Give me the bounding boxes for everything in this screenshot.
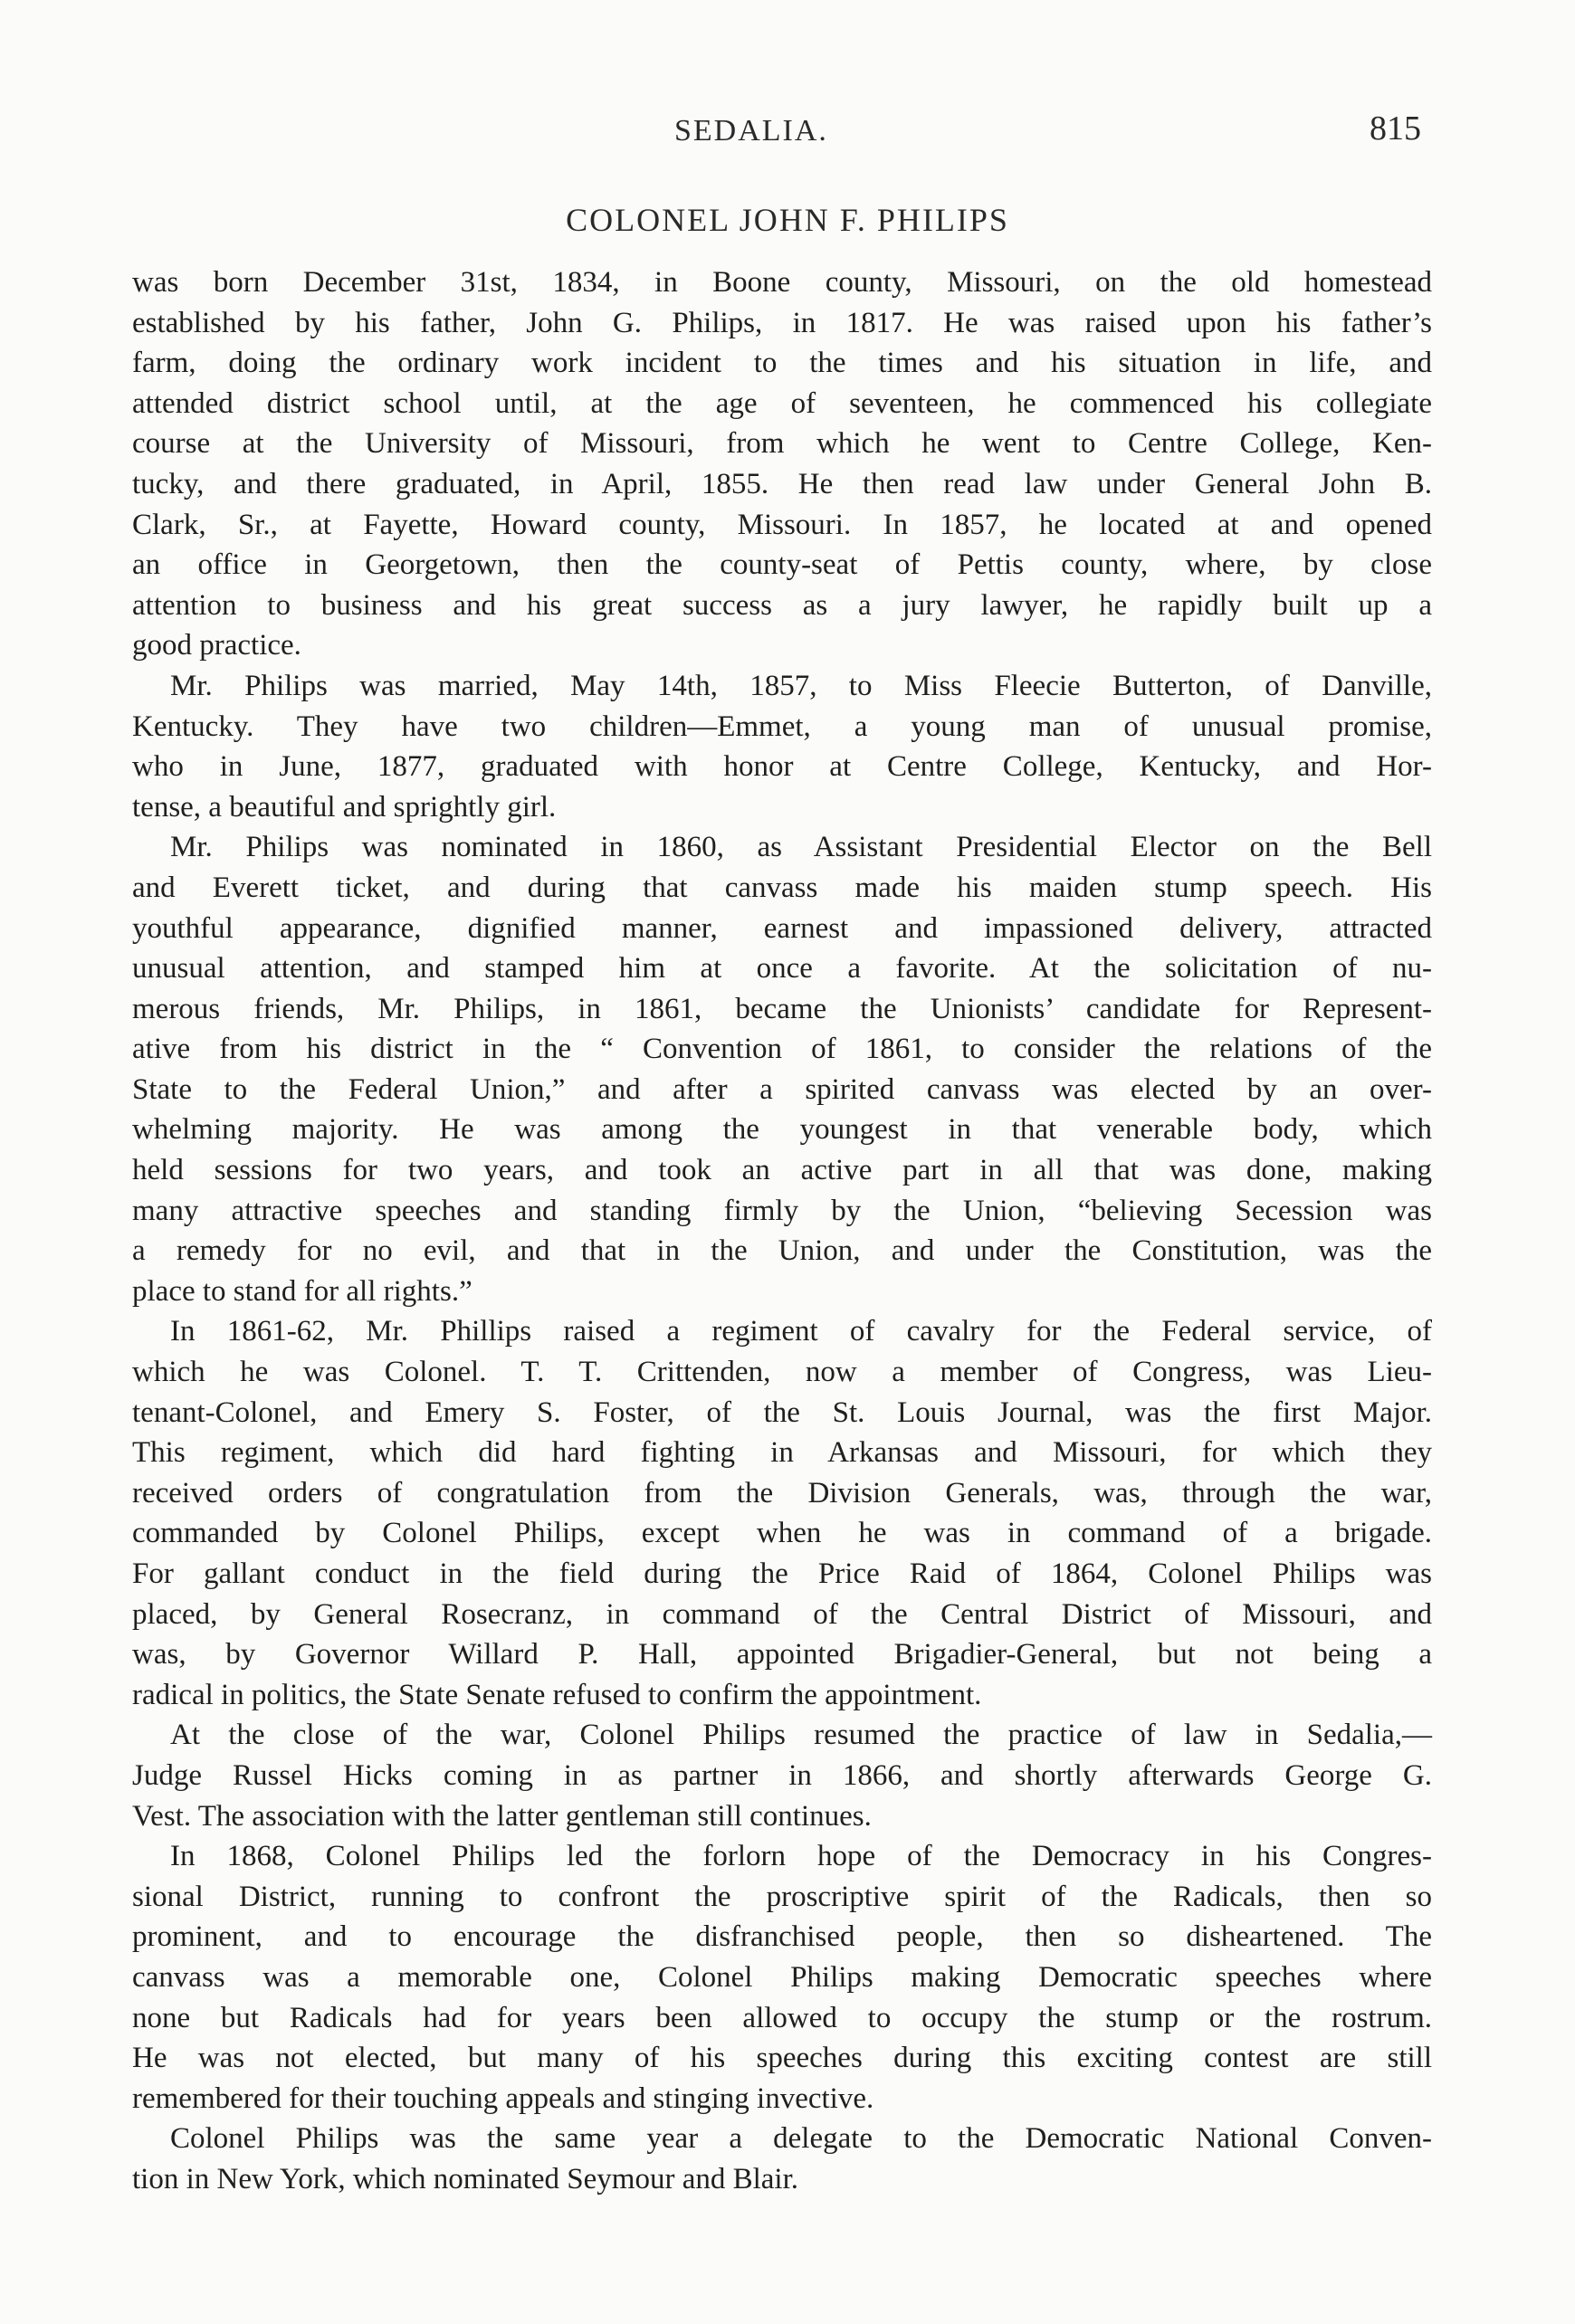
text-line: course at the University of Missouri, from which he went to Centre College, Ken-	[132, 427, 1432, 461]
text-line: which he was Colonel. T. T. Crittenden, now a member of Congress, was Lieu-	[132, 1356, 1432, 1389]
text-line: and Everett ticket, and during that canvass made his maiden stump speech. His	[132, 871, 1432, 904]
text-line: prominent, and to encourage the disfranchised people, then so disheartened. The	[132, 1920, 1432, 1954]
text-line: canvass was a memorable one, Colonel Philips making Democratic speeches where	[132, 1960, 1432, 1994]
running-title: SEDALIA.	[674, 114, 828, 148]
text-line: He was not elected, but many of his speeches during this exciting contest are still	[132, 2042, 1432, 2075]
text-line: Vest. The association with the latter gentleman still continues.	[132, 1799, 872, 1833]
text-line: remembered for their touching appeals and stinging invective.	[132, 2081, 874, 2115]
text-line: a remedy for no evil, and that in the Union, and under the Constitution, was the	[132, 1234, 1432, 1268]
text-line: received orders of congratulation from the Division Generals, was, through the war,	[132, 1476, 1432, 1510]
text-line: was born December 31st, 1834, in Boone county, Missouri, on the old homestead	[132, 266, 1432, 299]
text-line: Colonel Philips was the same year a delegate to the Democratic National Conven-	[170, 2122, 1432, 2156]
text-line: commanded by Colonel Philips, except when he was in command of a brigade.	[132, 1517, 1432, 1550]
text-line: Clark, Sr., at Fayette, Howard county, Missouri. In 1857, he located at and opened	[132, 508, 1432, 541]
text-line: good practice.	[132, 629, 301, 662]
text-line: farm, doing the ordinary work incident to the times and his situation in life, and	[132, 347, 1432, 380]
text-line: youthful appearance, dignified manner, earnest and impassioned delivery, attracted	[132, 911, 1432, 945]
text-line: unusual attention, and stamped him at once a favorite. At the solicitation of nu-	[132, 952, 1432, 986]
text-line: whelming majority. He was among the youngest in that venerable body, which	[132, 1113, 1432, 1147]
text-line: Mr. Philips was nominated in 1860, as Assistant Presidential Elector on the Bell	[170, 831, 1432, 864]
text-line: was, by Governor Willard P. Hall, appointed Brigadier-General, but not being a	[132, 1638, 1432, 1672]
text-line: who in June, 1877, graduated with honor at Centre College, Kentucky, and Hor-	[132, 750, 1432, 784]
text-line: established by his father, John G. Philips, in 1817. He was raised upon his father’s	[132, 306, 1432, 339]
text-line: tense, a beautiful and sprightly girl.	[132, 790, 557, 824]
page-number: 815	[1370, 110, 1421, 148]
body-text	[132, 262, 1432, 2200]
text-line: In 1861-62, Mr. Phillips raised a regiment of cavalry for the Federal service, of	[170, 1315, 1432, 1348]
text-line: held sessions for two years, and took an active part in all that was done, making	[132, 1154, 1432, 1187]
text-line: At the close of the war, Colonel Philips resumed the practice of law in Sedalia,—	[170, 1719, 1432, 1752]
text-line: State to the Federal Union,” and after a spirited canvass was elected by an over-	[132, 1072, 1432, 1106]
text-line: none but Radicals had for years been allowed to occupy the stump or the rostrum.	[132, 2001, 1432, 2034]
text-line: many attractive speeches and standing firmly by the Union, “believing Secession was	[132, 1194, 1432, 1227]
text-line: sional District, running to confront the proscriptive spirit of the Radicals, then so	[132, 1880, 1432, 1913]
text-line: Judge Russel Hicks coming in as partner in 1866, and shortly afterwards George G.	[132, 1758, 1432, 1792]
text-line: tion in New York, which nominated Seymour and Blair.	[132, 2162, 799, 2195]
article-title: COLONEL JOHN F. PHILIPS	[566, 202, 1009, 238]
text-line: place to stand for all rights.”	[132, 1274, 472, 1308]
text-line: Mr. Philips was married, May 14th, 1857, to Miss Fleecie Butterton, of Danville,	[170, 669, 1432, 702]
running-head	[0, 109, 1575, 163]
text-line: placed, by General Rosecranz, in command of the Central District of Missouri, and	[132, 1597, 1432, 1631]
text-line: tenant-Colonel, and Emery S. Foster, of the St. Louis Journal, was the first Major.	[132, 1395, 1432, 1429]
text-line: In 1868, Colonel Philips led the forlorn hope of the Democracy in his Congres-	[170, 1840, 1432, 1873]
text-line: This regiment, which did hard fighting in Arkansas and Missouri, for which they	[132, 1436, 1432, 1470]
text-line: an office in Georgetown, then the county-seat of Pettis county, where, by close	[132, 548, 1432, 582]
text-line: Kentucky. They have two children—Emmet, a young man of unusual promise,	[132, 710, 1432, 743]
text-line: merous friends, Mr. Philips, in 1861, became the Unionists’ candidate for Represent-	[132, 992, 1432, 1025]
text-line: For gallant conduct in the field during the Price Raid of 1864, Colonel Philips was	[132, 1557, 1432, 1590]
text-line: tucky, and there graduated, in April, 1855. He then read law under General John B.	[132, 467, 1432, 500]
text-line: ative from his district in the “ Convention of 1861, to consider the relations of the	[132, 1033, 1432, 1066]
text-line: attended district school until, at the age of seventeen, he commenced his collegiate	[132, 386, 1432, 420]
text-line: radical in politics, the State Senate refused to confirm the appointment.	[132, 1678, 982, 1711]
text-line: attention to business and his great success as a jury lawyer, he rapidly built up a	[132, 588, 1432, 622]
